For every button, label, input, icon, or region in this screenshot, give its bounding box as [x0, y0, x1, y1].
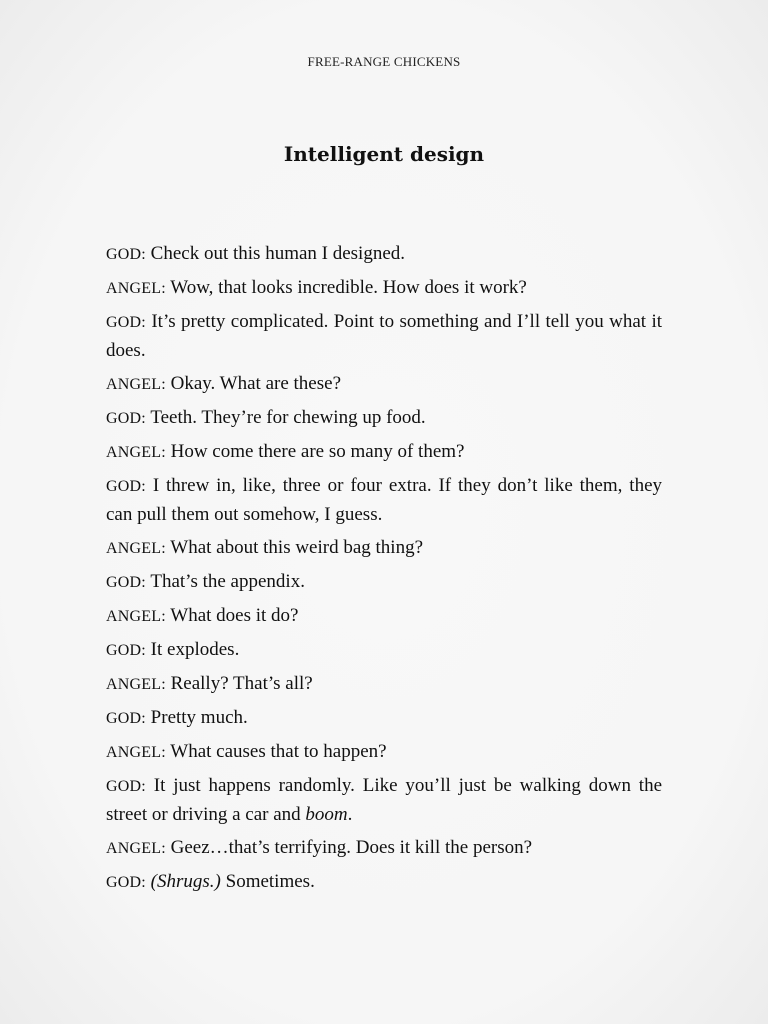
line-text: Sometimes.: [225, 871, 315, 892]
dialogue-line: [106, 370, 662, 399]
dialogue-line: [106, 834, 662, 863]
line-text: It explodes.: [150, 639, 240, 660]
line-text: What does it do?: [170, 605, 299, 626]
speaker-label: ANGEL:: [106, 744, 166, 761]
line-text: Wow, that looks incredible. How does it work?: [170, 277, 527, 298]
line-text: Teeth. They’re for chewing up food.: [150, 407, 426, 428]
speaker-label: ANGEL:: [106, 280, 166, 297]
dialogue-line: [106, 472, 662, 529]
chapter-title: Intelligent design: [283, 142, 485, 166]
speaker-label: GOD:: [106, 410, 146, 427]
speaker-label: ANGEL:: [106, 444, 166, 461]
dialogue-line: [106, 636, 662, 665]
line-text: That’s the appendix.: [150, 571, 305, 592]
speaker-label: GOD:: [106, 478, 146, 495]
line-text: What causes that to happen?: [170, 741, 387, 762]
line-text: Really? That’s all?: [170, 673, 313, 694]
speaker-label: GOD:: [106, 778, 146, 795]
line-text: How come there are so many of them?: [170, 441, 465, 462]
dialogue-line: [106, 274, 662, 303]
dialogue-line: [106, 568, 662, 597]
dialogue-line: [106, 404, 662, 433]
dialogue: [106, 240, 662, 902]
running-head: FREE-RANGE CHICKENS: [307, 54, 461, 69]
dialogue-line: [106, 704, 662, 733]
speaker-label: GOD:: [106, 574, 146, 591]
dialogue-line: [106, 772, 662, 829]
speaker-label: GOD:: [106, 710, 146, 727]
dialogue-line: [106, 534, 662, 563]
line-text: Okay. What are these?: [170, 373, 341, 394]
stage-direction: (Shrugs.): [150, 871, 221, 892]
line-punctuation: .: [347, 804, 353, 825]
dialogue-line: [106, 602, 662, 631]
line-text: Pretty much.: [150, 707, 248, 728]
line-text: What about this weird bag thing?: [170, 537, 424, 558]
line-text: It’s pretty complicated. Point to something and I’ll tell you what it does.: [106, 311, 663, 361]
dialogue-line: [106, 240, 662, 269]
speaker-label: ANGEL:: [106, 840, 166, 857]
speaker-label: GOD:: [106, 246, 146, 263]
line-text: Check out this human I designed.: [150, 243, 406, 264]
speaker-label: ANGEL:: [106, 540, 166, 557]
dialogue-line: [106, 868, 662, 897]
emphasized-word: boom: [305, 804, 348, 825]
dialogue-line: [106, 308, 662, 365]
dialogue-line: [106, 670, 662, 699]
dialogue-line: [106, 738, 662, 767]
speaker-label: ANGEL:: [106, 608, 166, 625]
line-text: Geez…that’s terrifying. Does it kill the person?: [170, 837, 533, 858]
speaker-label: ANGEL:: [106, 676, 166, 693]
line-text: It just happens randomly. Like you’ll just be walking down the street or driving a car and: [106, 775, 663, 825]
speaker-label: GOD:: [106, 642, 146, 659]
dialogue-line: [106, 438, 662, 467]
line-text: I threw in, like, three or four extra. If they don’t like them, they can pull them out somehow, I guess.: [106, 475, 662, 525]
speaker-label: GOD:: [106, 314, 146, 331]
speaker-label: GOD:: [106, 874, 146, 891]
speaker-label: ANGEL:: [106, 376, 166, 393]
